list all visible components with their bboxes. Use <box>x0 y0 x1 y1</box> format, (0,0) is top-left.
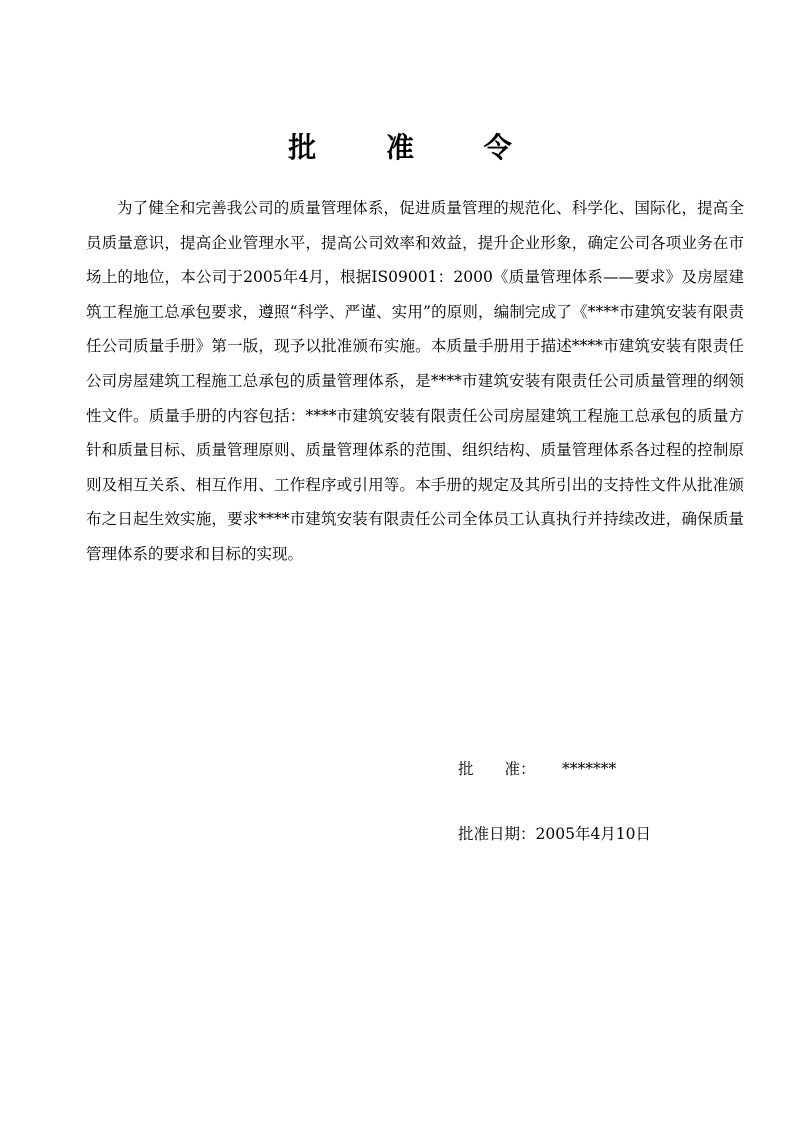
approval-paragraph: 为了健全和完善我公司的质量管理体系，促进质量管理的规范化、科学化、国际化，提高全员质量意识，提高企业管理水平，提高公司效率和效益，提升企业形象，确定公司各项业务在市场上的地位，本公司于2005年4月，根据IS09001：2000《质量管理体系——要求》及房屋建筑工程施工总承包要求，遵照“科学、严谨、实用”的原则，编制完成了《****市建筑安装有限责任公司质量手册》第一版，现予以批准颁布实施。本质量手册用于描述****市建筑安装有限责任公司房屋建筑工程施工总承包的质量管理体系，是****市建筑安装有限责任公司质量管理的纲领性文件。质量手册的内容包括：****市建筑安装有限责任公司房屋建筑工程施工总承包的质量方针和质量目标、质量管理原则、质量管理体系的范围、组织结构、质量管理体系各过程的控制原则及相互关系、相互作用、工作程序或引用等。本手册的规定及其所引出的支持性文件从批准颁布之日起生效实施，要求****市建筑安装有限责任公司全体员工认真执行并持续改进，确保质量管理体系的要求和目标的实现。 <box>86 199 744 563</box>
approver-value: ******* <box>562 760 617 778</box>
approver-label: 批 准： <box>458 760 536 778</box>
document-title: 批 准 令 <box>288 131 542 164</box>
approval-date-line: 批准日期：2005年4月10日 <box>458 825 652 843</box>
approver-line <box>458 757 616 781</box>
